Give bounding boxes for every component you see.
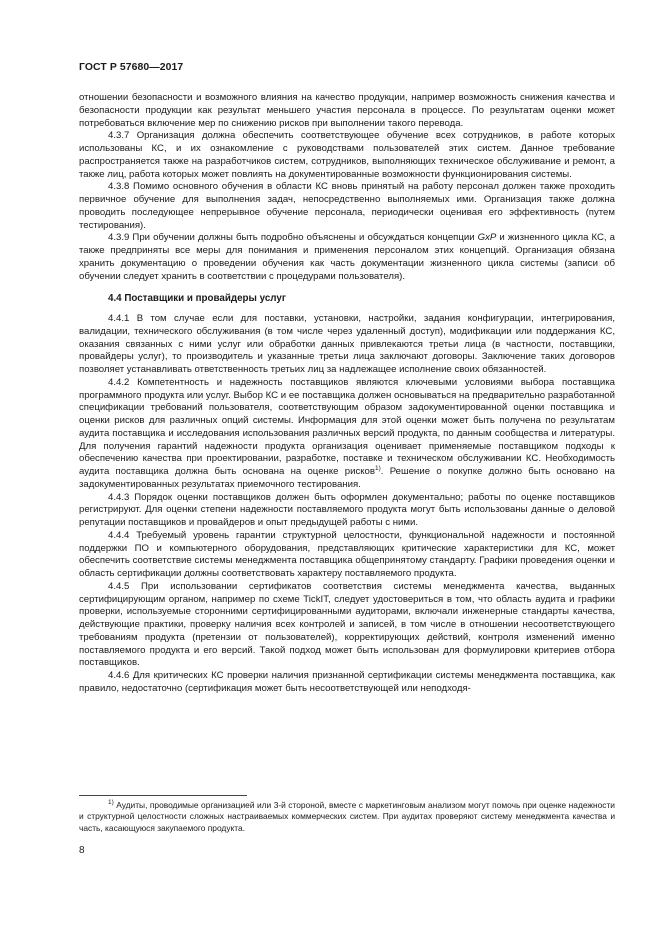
paragraph-4-4-2-part-a: 4.4.2 Компетентность и надежность поставщиков являются ключевыми условиями выбора поставщика программного продукта или услуг. Выбор КС и ее поставщика должен основываться на предварительно разработанной спецификации требований пользователя, соответствующим образом задокументированной оценки поставщика и оценки рисков для различных опций системы. Информация для этой оценки может быть получена по результатам аудита поставщика и исследования использования различных версий продукта, по данным сообщества и литературы. Для получения гарантий надежности продукта организация оценивает применяемые поставщиком подходы к обеспечению качества при проектировании, разработке, поставке и техническом обслуживании КС. Необходимость аудита поставщика должна быть основана на оценке рисков — [79, 376, 615, 477]
paragraph-4-3-9-part-a: 4.3.9 При обучении должны быть подробно объяснены и обсуждаться концепции — [108, 232, 478, 244]
main-text — [79, 92, 615, 696]
paragraph-4-4-2-part-b: . Решение о покупке должно быть основано на задокументированных результатах приемочного тестирования. — [79, 466, 615, 490]
paragraph-4-4-5: 4.4.5 При использовании сертификатов соответствия системы менеджмента качества, выданных сертифицирующим органом, например по схеме TickIT, следует удостовериться в том, что область аудита и графики проверки, используемые сторонними сертифицированными аудиторами, включали инженерные стандарты качества, действующие практики, проверку наличия всех контролей и записей, в том числе в отношении несоответствующего требованиям продукта (претензии от пользователей), корректирующих действий, контроля изменений именно поставляемого продукта и его версий. Такой подход может быть использован для формулировки критериев отбора поставщиков. — [79, 580, 615, 669]
paragraph-4-3-9 — [79, 232, 615, 283]
paragraph-4-3-7: 4.3.7 Организация должна обеспечить соответствующее обучение всех сотрудников, в работе которых использованы КС, и их ознакомление с руководствами пользователей этих систем. Данное требование распространяется также на разработчиков систем, сотрудников, выполняющих техническое обслуживание и ремонт, а также лиц, работа которых может повлиять на документированные возможности функционирования системы. — [79, 130, 615, 180]
paragraph-continuation: отношении безопасности и возможного влияния на качество продукции, например возможность снижения качества и безопасности продукции как результат меньшего участия персонала в процессе. По результатам оценки может потребоваться включение мер по снижению рисков при выполнении такого перевода. — [79, 92, 615, 129]
footnote-paragraph — [79, 800, 615, 834]
paragraph-4-4-1: 4.4.1 В том случае если для поставки, установки, настройки, задания конфигурации, интегрирования, валидации, технического обслуживания (в том числе через удаленный доступ), модификации или поддержания КС, оказания связанных с ними услуг или обработки данных привлекаются третьи лица (в частности, поставщики, провайдеры услуг), то производитель и указанные третьи лица заключают договоры. Заключение таких договоров позволяет устанавливать ответственность третьих лиц за надлежащее исполнение своих обязанностей. — [79, 313, 615, 375]
paragraph-4-3-8: 4.3.8 Помимо основного обучения в области КС вновь принятый на работу персонал должен также проходить первичное обучение для выполнения задач, непосредственно выполняемых ими. Организация также должна проводить последующее непрерывное обучение персонала, периодически оценивая его эффективность (путем тестирования). — [79, 181, 615, 231]
section-heading-4-4: 4.4 Поставщики и провайдеры услуг — [108, 293, 286, 305]
gxp-term: GxP — [477, 232, 497, 244]
footnote-marker: 1) — [108, 799, 114, 807]
paragraph-4-3-9-part-b: и жизненного цикла КС, а также предприняты все меры для понимания и применения персоналом этих концепций. Организация обязана хранить документацию о проведении обучения как часть документации жизненного цикла системы (записи об обучении следует хранить в соответствии с процедурами пользователя). — [79, 232, 615, 282]
footnote-divider — [79, 795, 247, 796]
page-header-standard: ГОСТ Р 57680—2017 — [79, 62, 184, 73]
paragraph-4-4-2 — [79, 377, 615, 492]
footnote-reference: 1) — [374, 464, 381, 472]
footnote-text: Аудиты, проводимые организацией или 3-й стороной, вместе с маркетинговым анализом могут помочь при оценке надежности и структурной целостности сложных настраиваемых коммерческих систем. При аудитах проверяют систему менеджмента качества и часть, касающуюся закупаемого продукта. — [79, 800, 615, 833]
paragraph-4-4-4: 4.4.4 Требуемый уровень гарантии структурной целостности, функциональной надежности и постоянной поддержки ПО и компьютерного оборудования, представляющих критические характеристики для КС, может обеспечить соответствие системы менеджмента поставщика общепринятому стандарту. Графики проведения оценки и область сертификации должны соответствовать характеру поставляемого продукта. — [79, 529, 615, 579]
page-number: 8 — [79, 845, 85, 856]
paragraph-4-4-3: 4.4.3 Порядок оценки поставщиков должен быть оформлен документально; работы по оценке поставщиков регистрируют. Для оценки степени надежности поставляемого продукта могут быть использованы данные о деловой репутации поставщиков и провайдеров и опыт предыдущей работы с ними. — [79, 491, 615, 528]
footnote — [79, 800, 615, 834]
paragraph-4-4-6: 4.4.6 Для критических КС проверки наличия признанной сертификации системы менеджмента поставщика, как правило, недостаточно (сертификация может быть несоответствующей или неподходя- — [79, 670, 615, 694]
